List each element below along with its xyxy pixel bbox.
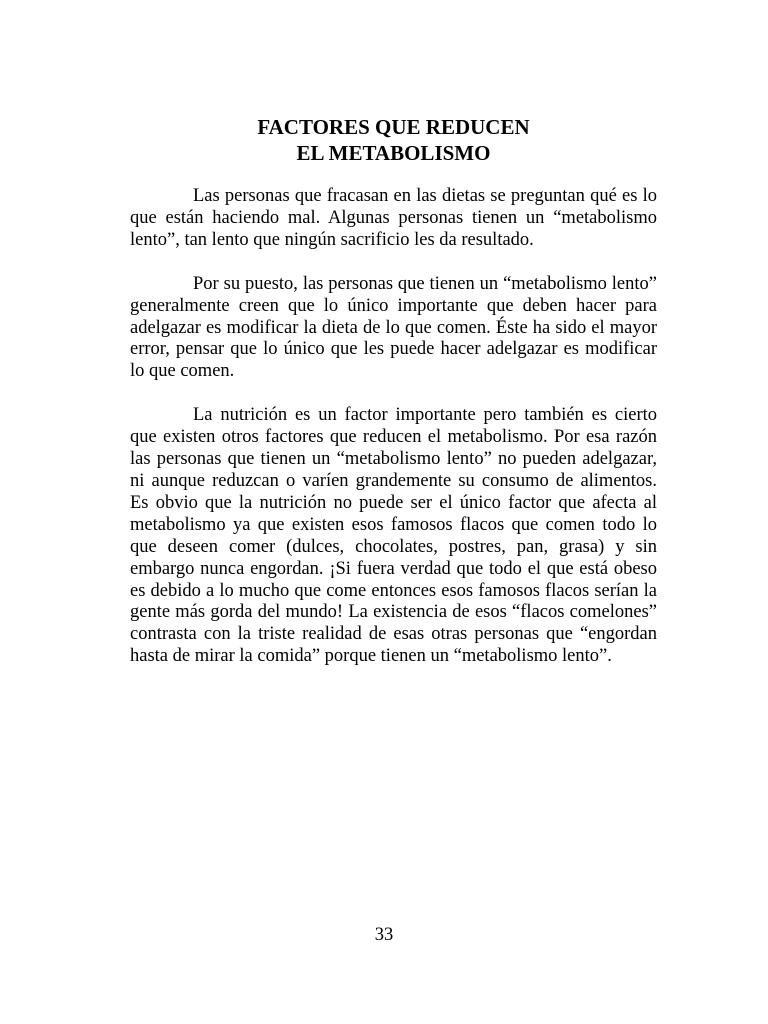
paragraph-1: Las personas que fracasan en las dietas se preguntan qué es lo que están haciendo mal. Algunas personas tienen un “metabolismo lento”, tan lento que ningún sacrificio les da resultado.	[130, 186, 657, 250]
page-title	[130, 114, 657, 166]
page-number: 33	[374, 925, 394, 945]
page-content	[130, 114, 657, 690]
title-line-1: FACTORES QUE REDUCEN	[257, 115, 530, 139]
title-line-2: EL METABOLISMO	[296, 141, 491, 165]
paragraph-2: Por su puesto, las personas que tienen un “metabolismo lento” generalmente creen que lo único importante que deben hacer para adelgazar es modificar la dieta de lo que comen. Éste ha sido el mayor error, pensar que lo único que les puede hacer adelgazar es modificar lo que comen.	[130, 273, 657, 382]
paragraph-3: La nutrición es un factor importante pero también es cierto que existen otros factores que reducen el metabolismo. Por esa razón las personas que tienen un “metabolismo lento” no pueden adelgazar, ni aunque reduzcan o varíen grandemente su consumo de alimentos. Es obvio que la nutrición no puede ser el único factor que afecta al metabolismo ya que existen esos famosos flacos que comen todo lo que deseen comer (dulces, chocolates, postres, pan, grasa) y sin embargo nunca engordan. ¡Si fuera verdad que todo el que está obeso es debido a lo mucho que come entonces esos famosos flacos serían la gente más gorda del mundo! La existencia de esos “flacos comelones” contrasta con la triste realidad de esas otras personas que “engordan hasta de mirar la comida” porque tienen un “metabolismo lento”.	[130, 405, 657, 667]
body-text	[130, 186, 657, 668]
